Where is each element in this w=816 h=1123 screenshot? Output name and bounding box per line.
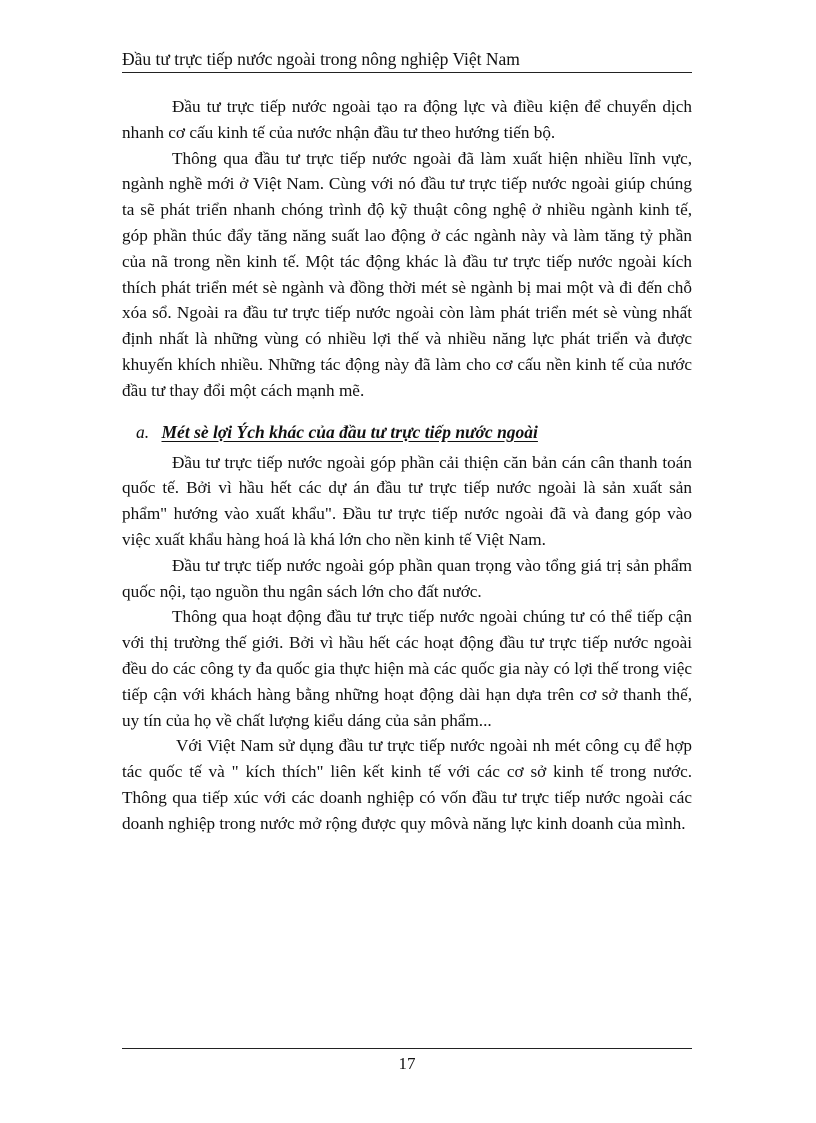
paragraph-international-cooperation: Với Việt Nam sử dụng đầu tư trực tiếp nước ngoài nh mét công cụ để hợp tác quốc tế và " kích thích" liên kết kinh tế với các cơ sở kinh tế trong nước. Thông qua tiếp xúc với các doanh nghiệp có vốn đầu tư trực tiếp nước ngoài các doanh nghiệp trong nước mở rộng được quy môvà năng lực kinh doanh của mình. [122,736,692,833]
paragraph-gdp-contribution: Đầu tư trực tiếp nước ngoài góp phần quan trọng vào tổng giá trị sản phẩm quốc nội, tạo nguồn thu ngân sách lớn cho đất nước. [122,555,692,601]
paragraph-world-market-access: Thông qua hoạt động đầu tư trực tiếp nước ngoài chúng tư có thể tiếp cận với thị trường thế giới. Bởi vì hầu hết các hoạt động đầu tư trực tiếp nước ngoài đều do các công ty đa quốc gia thực hiện mà các quốc gia này có lợi thế trong việc tiếp cận với khách hàng bằng những hoạt động dài hạn dựa trên cơ sở thanh thế, uy tín của họ về chất lượng kiểu dáng của sản phẩm... [122,607,692,730]
paragraph-new-sectors: Thông qua đầu tư trực tiếp nước ngoài đã làm xuất hiện nhiều lĩnh vực, ngành nghề mới ở Việt Nam. Cùng với nó đầu tư trực tiếp nước ngoài giúp chúng ta sẽ phát triển nhanh chóng trình độ kỹ thuật công nghệ ở nhiều ngành kinh tế, góp phần thúc đẩy tăng năng suất lao động ở các ngành này và làm tăng tỷ phần của nã trong nền kinh tế. Một tác động khác là đầu tư trực tiếp nước ngoài kích thích phát triển mét sè ngành và đồng thời mét sè ngành bị mai một và đi đến chỗ xóa sổ. Ngoài ra đầu tư trực tiếp nước ngoài còn làm phát triển mét sè vùng nhất định nhất là những vùng có nhiều lợi thế và nhiều năng lực phát triển và được khuyến khích nhiều. Những tác động này đã làm cho cơ cấu nền kinh tế của nước đầu tư thay đổi một cách mạnh mẽ. [122,148,692,400]
header-divider [122,72,692,73]
paragraph-balance-of-payments: Đầu tư trực tiếp nước ngoài góp phần cải thiện căn bản cán cân thanh toán quốc tế. Bởi vì hầu hết các dự án đầu tư trực tiếp nước ngoài là sản xuất sản phẩm" hướng vào xuất khẩu". Đầu tư trực tiếp nước ngoài đã và đang góp vào việc xuất khẩu hàng hoá là khá lớn cho nền kinh tế Việt Nam. [122,452,692,549]
document-body [122,94,692,837]
paragraph-structural-shift: Đầu tư trực tiếp nước ngoài tạo ra động lực và điều kiện để chuyển dịch nhanh cơ cấu kinh tế của nước nhận đầu tư theo hướng tiến bộ. [122,97,692,142]
section-title: Mét sè lợi Ých khác của đầu tư trực tiếp nước ngoài [161,421,538,442]
section-label: a. [136,421,150,442]
page-number: 17 [398,1054,416,1073]
footer-divider [122,1048,692,1049]
running-header: Đầu tư trực tiếp nước ngoài trong nông nghiệp Việt Nam [122,49,520,69]
section-heading [136,420,692,444]
